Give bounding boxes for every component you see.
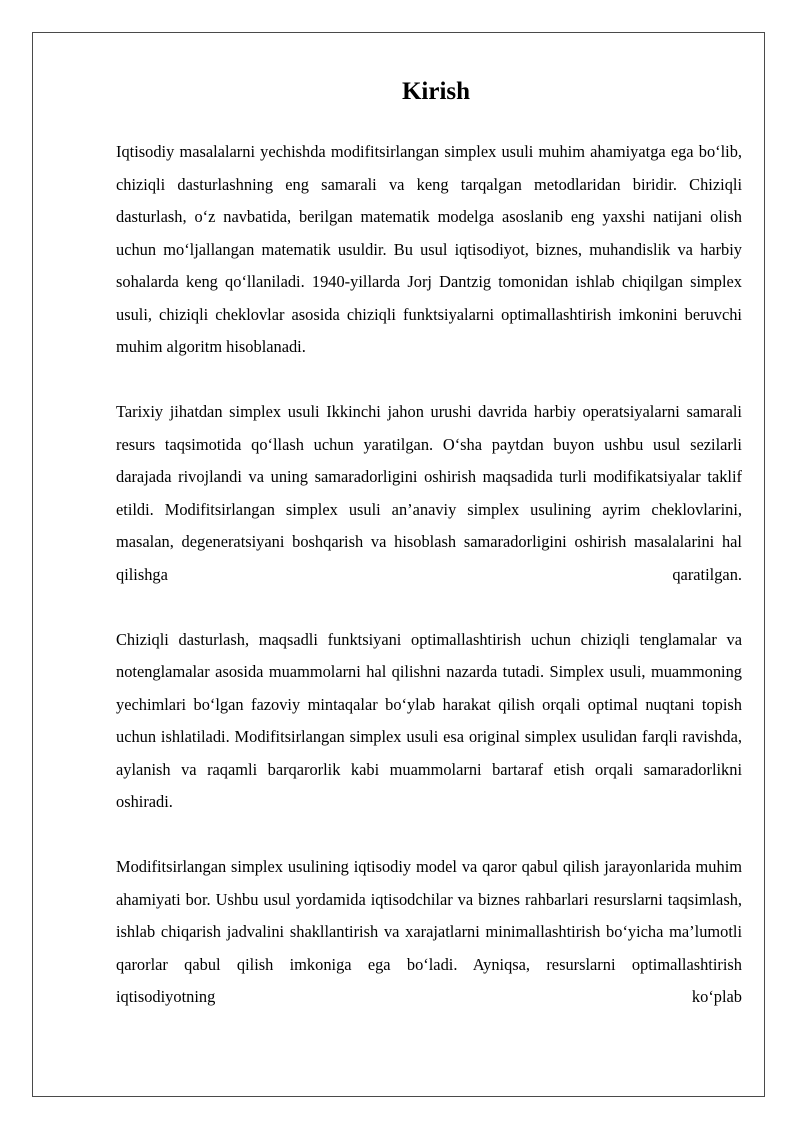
paragraph-4: Modifitsirlangan simplex usulining iqtisodiy model va qaror qabul qilish jarayonlarida muhim ahamiyati bor. Ushbu usul yordamida iqtisodchilar va biznes rahbarlari resurslarni taqsimlash, ishlab chiqarish jadvalini shakllantirish va xarajatlarni minimallashtirish bo‘yicha ma’lumotli qarorlar qabul qilish imkoniga ega bo‘ladi. Ayniqsa, resurslarni optimallashtirish iqtisodiyotning ko‘plab [116, 857, 742, 1006]
document-title: Kirish [401, 78, 471, 105]
document-body [116, 74, 742, 1046]
paragraph-1: Iqtisodiy masalalarni yechishda modifitsirlangan simplex usuli muhim ahamiyatga ega bo‘lib, chiziqli dasturlashning eng samarali va keng tarqalgan metodlaridan biridir. Chiziqli dasturlash, o‘z navbatida, berilgan matematik modelga asoslanib eng yaxshi natijani olish uchun mo‘ljallangan matematik usuldir. Bu usul iqtisodiyot, biznes, muhandislik va harbiy sohalarda keng qo‘llaniladi. 1940-yillarda Jorj Dantzig tomonidan ishlab chiqilgan simplex usuli, chiziqli cheklovlar asosida chiziqli funktsiyalarni optimallashtirish imkonini beruvchi muhim algoritm hisoblanadi. [116, 142, 742, 356]
paragraph-2: Tarixiy jihatdan simplex usuli Ikkinchi jahon urushi davrida harbiy operatsiyalarni samarali resurs taqsimotida qo‘llash uchun yaratilgan. O‘sha paytdan buyon ushbu usul sezilarli darajada rivojlandi va uning samaradorligini oshirish maqsadida turli modifikatsiyalar taklif etildi. Modifitsirlangan simplex usuli an’anaviy simplex usulining ayrim cheklovlarini, masalan, degeneratsiyani boshqarish va hisoblash samaradorligini oshirish masalalarini hal qilishga qaratilgan. [116, 402, 742, 584]
paragraph-3: Chiziqli dasturlash, maqsadli funktsiyani optimallashtirish uchun chiziqli tenglamalar va notenglamalar asosida muammolarni hal qilishni nazarda tutadi. Simplex usuli, muammoning yechimlari bo‘lgan fazoviy mintaqalar bo‘ylab harakat qilish orqali optimal nuqtani topish uchun ishlatiladi. Modifitsirlangan simplex usuli esa original simplex usulidan farqli ravishda, aylanish va raqamli barqarorlik kabi muammolarni bartaraf etish orqali samaradorlikni oshiradi. [116, 629, 742, 811]
